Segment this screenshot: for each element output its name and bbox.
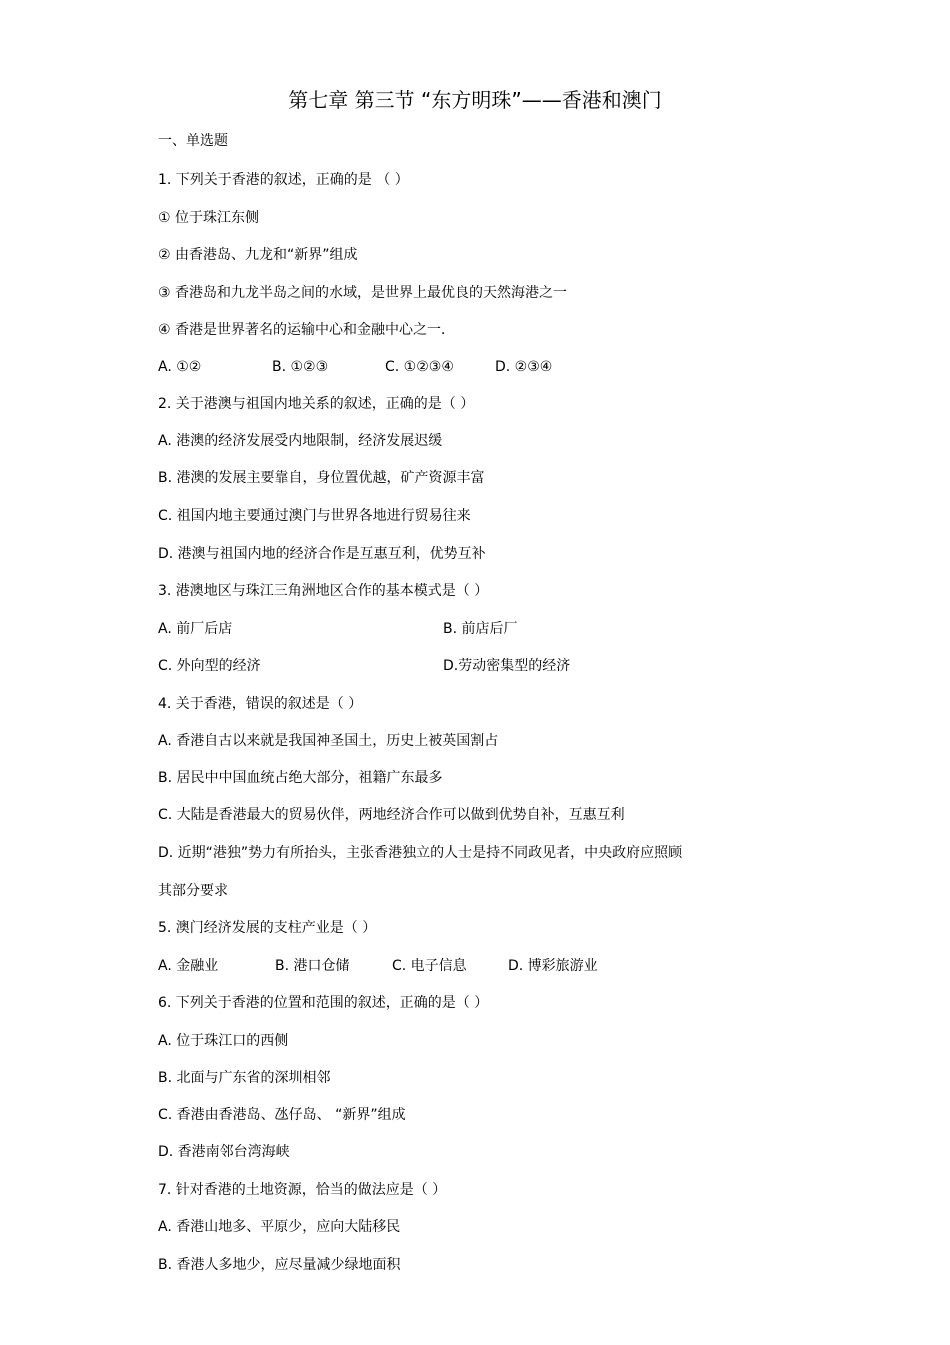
question-1-option-b: B. ①②③: [272, 359, 329, 375]
question-5-option-c: C. 电子信息: [392, 958, 467, 974]
question-2-stem: 2. 关于港澳与祖国内地关系的叙述，正确的是（ ）: [158, 396, 475, 412]
question-4-option-d-continued: 其部分要求: [158, 883, 228, 899]
question-2-option-d: D. 港澳与祖国内地的经济合作是互惠互利，优势互补: [158, 546, 486, 562]
question-3-stem: 3. 港澳地区与珠江三角洲地区合作的基本模式是（ ）: [158, 583, 489, 599]
question-1-option-d: D. ②③④: [495, 359, 553, 375]
question-2-option-b: B. 港澳的发展主要靠自，身位置优越，矿产资源丰富: [158, 470, 485, 486]
question-1-item-1: ① 位于珠江东侧: [158, 210, 260, 226]
question-7-stem: 7. 针对香港的土地资源，恰当的做法应是（ ）: [158, 1182, 447, 1198]
question-1-item-3: ③ 香港岛和九龙半岛之间的水域，是世界上最优良的天然海港之一: [158, 285, 567, 301]
question-6-option-c: C. 香港由香港岛、氹仔岛、 “新界”组成: [158, 1107, 406, 1123]
question-6-option-a: A. 位于珠江口的西侧: [158, 1033, 289, 1049]
question-6-option-b: B. 北面与广东省的深圳相邻: [158, 1070, 331, 1086]
question-6-stem: 6. 下列关于香港的位置和范围的叙述，正确的是（ ）: [158, 995, 489, 1011]
page-title: 第七章 第三节 “东方明珠”——香港和澳门: [288, 88, 662, 112]
question-5-option-b: B. 港口仓储: [275, 958, 350, 974]
question-1-item-4: ④ 香港是世界著名的运输中心和金融中心之一．: [158, 322, 455, 338]
question-4-option-d: D. 近期“港独”势力有所抬头，主张香港独立的人士是持不同政见者，中央政府应照顾: [158, 845, 683, 861]
question-2-option-a: A. 港澳的经济发展受内地限制，经济发展迟缓: [158, 433, 443, 449]
question-7-option-a: A. 香港山地多、平原少，应向大陆移民: [158, 1219, 401, 1235]
question-5-option-a: A. 金融业: [158, 958, 219, 974]
question-3-option-d: D.劳动密集型的经济: [443, 658, 571, 674]
section-heading: 一、单选题: [158, 133, 228, 149]
question-4-option-b: B. 居民中中国血统占绝大部分，祖籍广东最多: [158, 770, 443, 786]
question-1-option-a: A. ①②: [158, 359, 202, 375]
question-1-option-c: C. ①②③④: [385, 359, 454, 375]
question-3-option-b: B. 前店后厂: [443, 621, 518, 637]
question-5-option-d: D. 博彩旅游业: [508, 958, 598, 974]
question-3-option-a: A. 前厂后店: [158, 621, 233, 637]
question-2-option-c: C. 祖国内地主要通过澳门与世界各地进行贸易往来: [158, 508, 471, 524]
question-1-item-2: ② 由香港岛、九龙和“新界”组成: [158, 247, 358, 263]
question-4-option-c: C. 大陆是香港最大的贸易伙伴，两地经济合作可以做到优势自补，互惠互利: [158, 807, 625, 823]
question-7-option-b: B. 香港人多地少，应尽量减少绿地面积: [158, 1257, 401, 1273]
question-3-option-c: C. 外向型的经济: [158, 658, 261, 674]
question-1-stem: 1. 下列关于香港的叙述，正确的是 （ ）: [158, 172, 409, 188]
question-5-stem: 5. 澳门经济发展的支柱产业是（ ）: [158, 920, 377, 936]
question-4-option-a: A. 香港自古以来就是我国神圣国土，历史上被英国割占: [158, 733, 499, 749]
question-4-stem: 4. 关于香港，错误的叙述是（ ）: [158, 696, 363, 712]
question-6-option-d: D. 香港南邻台湾海峡: [158, 1144, 290, 1160]
